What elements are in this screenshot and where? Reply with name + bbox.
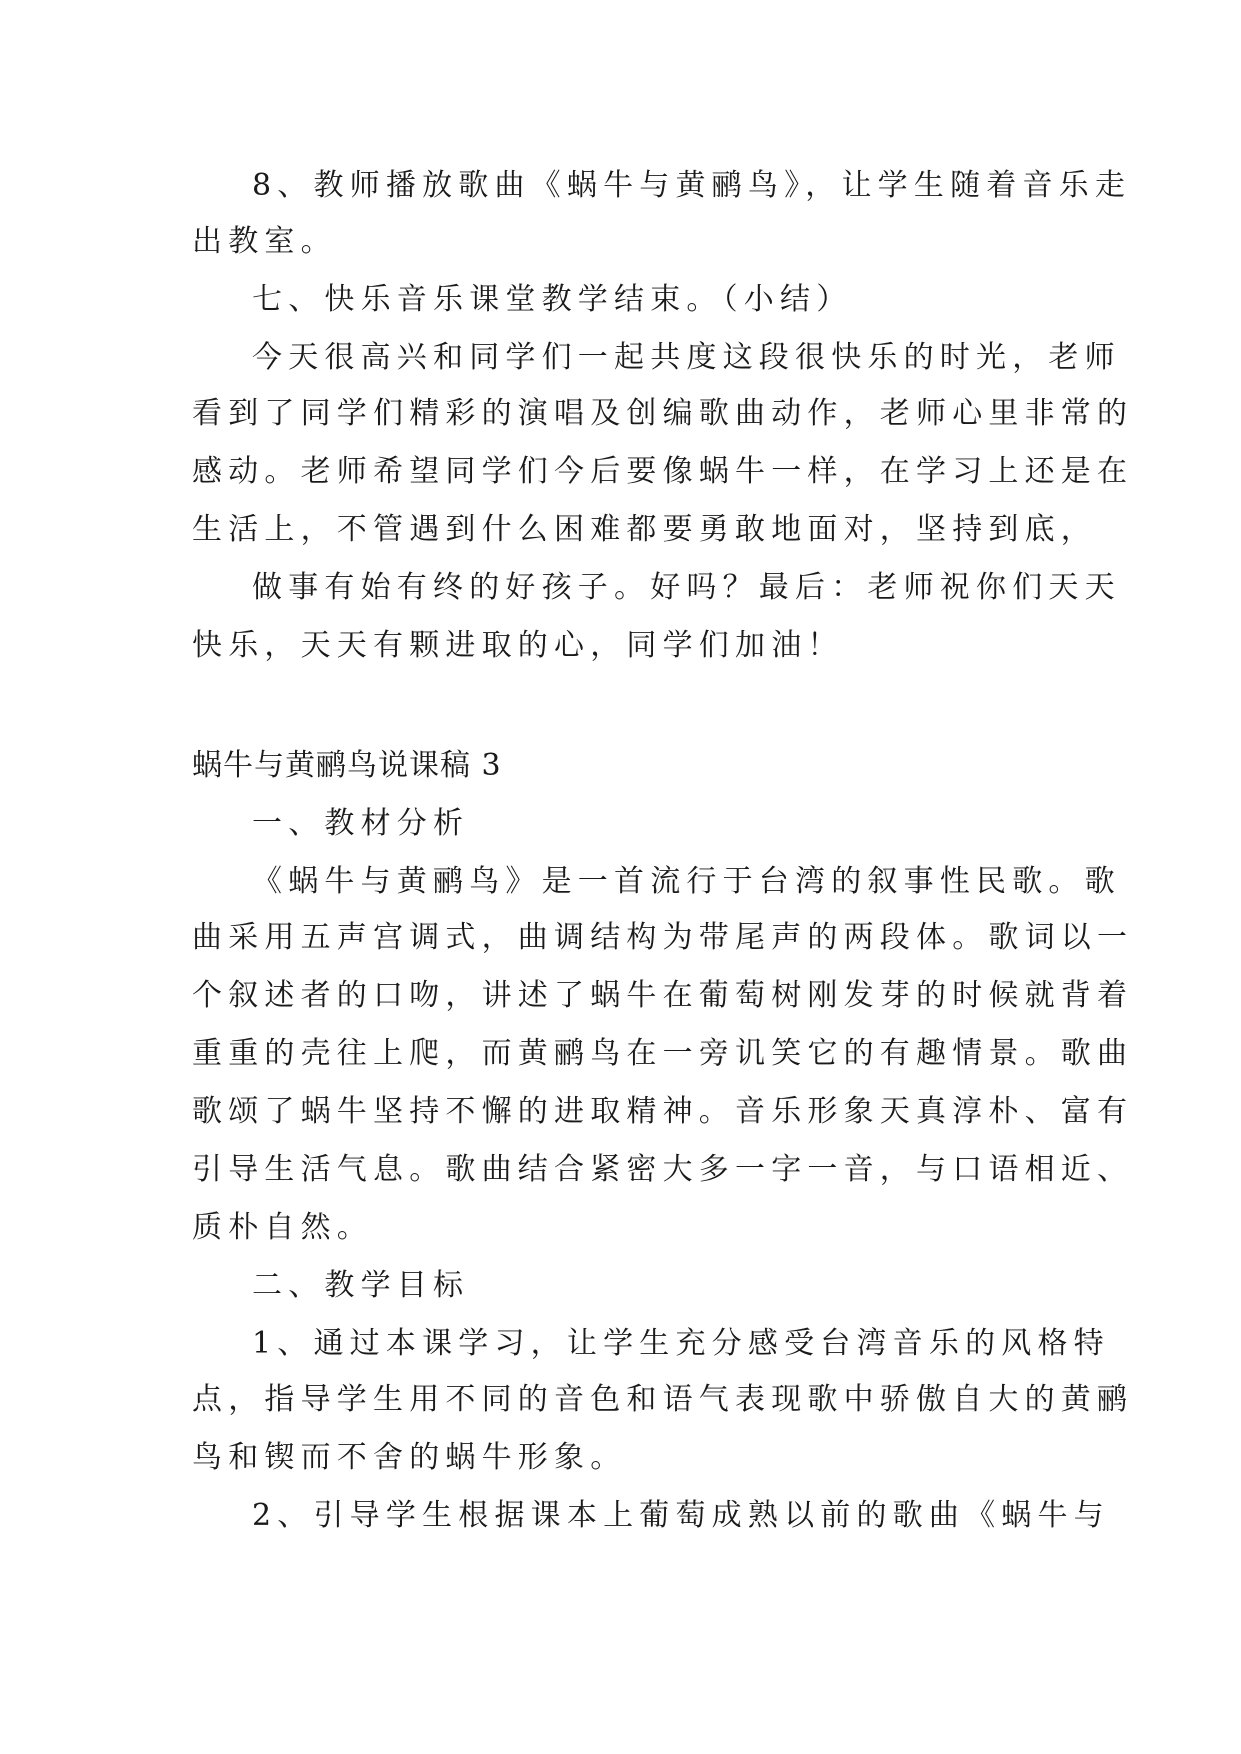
- paragraph-line: 看到了同学们精彩的演唱及创编歌曲动作，老师心里非常的: [192, 396, 1134, 431]
- paragraph-line: 质朴自然。: [192, 1210, 373, 1245]
- paragraph-line: 2、引导学生根据课本上葡萄成熟以前的歌曲《蜗牛与: [252, 1498, 1110, 1533]
- paragraph-line: 鸟和锲而不舍的蜗牛形象。: [192, 1440, 627, 1475]
- section-heading: 二、教学目标: [252, 1268, 470, 1303]
- paragraph-line: 点，指导学生用不同的音色和语气表现歌中骄傲自大的黄鹂: [192, 1382, 1134, 1417]
- paragraph-line: 8、教师播放歌曲《蜗牛与黄鹂鸟》，让学生随着音乐走: [252, 168, 1132, 203]
- paragraph-line: 引导生活气息。歌曲结合紧密大多一字一音，与口语相近、: [192, 1152, 1134, 1187]
- paragraph-line: 出教室。: [192, 224, 337, 259]
- document-title: 蜗牛与黄鹂鸟说课稿 3: [192, 748, 502, 783]
- paragraph-line: 今天很高兴和同学们一起共度这段很快乐的时光，老师: [252, 340, 1121, 375]
- paragraph-line: 歌颂了蜗牛坚持不懈的进取精神。音乐形象天真淳朴、富有: [192, 1094, 1134, 1129]
- section-heading: 七、快乐音乐课堂教学结束。（小结）: [252, 282, 853, 317]
- paragraph-line: 《蜗牛与黄鹂鸟》是一首流行于台湾的叙事性民歌。歌: [252, 864, 1121, 899]
- section-heading: 一、教材分析: [252, 806, 470, 841]
- paragraph-line: 1、通过本课学习，让学生充分感受台湾音乐的风格特: [252, 1326, 1110, 1361]
- paragraph-line: 曲采用五声宫调式，曲调结构为带尾声的两段体。歌词以一: [192, 920, 1134, 955]
- paragraph-line: 快乐，天天有颗进取的心，同学们加油！: [192, 628, 844, 663]
- paragraph-line: 重重的壳往上爬，而黄鹂鸟在一旁讥笑它的有趣情景。歌曲: [192, 1036, 1134, 1071]
- paragraph-line: 生活上，不管遇到什么困难都要勇敢地面对，坚持到底，: [192, 512, 1097, 547]
- paragraph-line: 做事有始有终的好孩子。好吗？最后：老师祝你们天天: [252, 570, 1121, 605]
- paragraph-line: 感动。老师希望同学们今后要像蜗牛一样，在学习上还是在: [192, 454, 1134, 489]
- paragraph-line: 个叙述者的口吻，讲述了蜗牛在葡萄树刚发芽的时候就背着: [192, 978, 1134, 1013]
